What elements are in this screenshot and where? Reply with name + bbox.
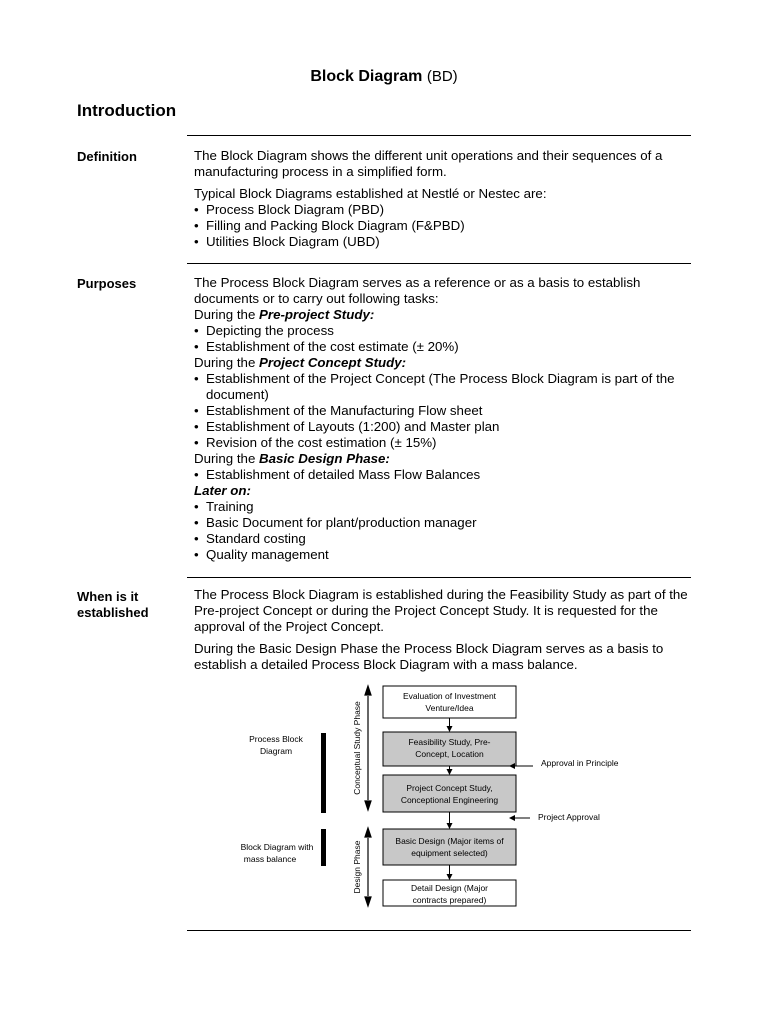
when-text-2: During the Basic Design Phase the Process Block Diagram serves as a basis to establish a detailed Process Block Diagram with a mass balance.: [194, 641, 664, 672]
list-item: • Establishment of detailed Mass Flow Balances: [194, 467, 694, 483]
left-label: Diagram: [259, 746, 293, 756]
left-label: Process Block: [249, 734, 303, 744]
list-item: • Quality management: [194, 547, 694, 563]
phase-label-conceptual: Conceptual Study Phase: [352, 701, 362, 795]
box-evaluation: [383, 686, 516, 718]
diagram-label: Detail Design (Major: [411, 883, 488, 893]
diagram-label: Evaluation of Investment: [402, 691, 497, 701]
title-main: Block Diagram: [310, 68, 423, 85]
left-label: Block Diagram with: [240, 842, 314, 852]
box-detail-design: [383, 880, 516, 906]
bar-mass-balance: [321, 829, 326, 866]
phase-arrows: [365, 686, 371, 906]
during-text: During the: [194, 355, 260, 370]
when-text: The Process Block Diagram is established during the Feasibility Study as part of the Pre-project Concept or during the Project Concept Study. It is requested for the approval of the Project Concept.: [194, 587, 688, 634]
diagram-label: Venture/Idea: [425, 703, 474, 713]
list-item: • Establishment of the cost estimate (± 20%): [194, 339, 694, 355]
diagram-label: contracts prepared): [412, 895, 487, 905]
diagram-label: Conceptional Engineering: [400, 795, 499, 805]
list-item: • Establishment of the Project Concept (The Process Block Diagram is part of the document): [194, 371, 694, 403]
section-heading: Introduction: [77, 101, 177, 120]
box-basic-design: [383, 829, 516, 865]
definition-label: Definition: [77, 149, 137, 164]
during-text: During the: [194, 451, 260, 466]
list-item: • Standard costing: [194, 531, 694, 547]
box-project-concept: [383, 775, 516, 812]
when-label-line: When is it: [77, 589, 139, 604]
list-item: • Process Block Diagram (PBD): [194, 202, 694, 218]
group-title: Pre-project Study:: [259, 307, 375, 322]
list-item: • Basic Document for plant/production manager: [194, 515, 694, 531]
group-title: Basic Design Phase:: [259, 451, 390, 466]
list-item: • Filling and Packing Block Diagram (F&PBD): [194, 218, 694, 234]
box-feasibility: [383, 732, 516, 766]
left-label: mass balance: [243, 854, 297, 864]
list-item: • Establishment of Layouts (1:200) and Master plan: [194, 419, 694, 435]
diagram-label: equipment selected): [411, 848, 488, 858]
list-item: • Establishment of the Manufacturing Flow sheet: [194, 403, 694, 419]
when-label-line: established: [77, 605, 149, 620]
list-item: • Training: [194, 499, 694, 515]
divider: [187, 930, 691, 931]
diagram-label: Concept, Location: [415, 749, 484, 759]
group-title: Later on:: [194, 483, 251, 498]
title-sub: (BD): [426, 68, 458, 85]
diagram-label: Feasibility Study, Pre-: [408, 737, 491, 747]
diagram-label: Project Concept Study,: [406, 783, 493, 793]
during-text: During the: [194, 307, 260, 322]
project-approval-label: Project Approval: [538, 812, 600, 822]
purposes-label: Purposes: [77, 276, 137, 291]
phase-label-design: Design Phase: [352, 840, 362, 894]
list-item: • Revision of the cost estimation (± 15%): [194, 435, 694, 451]
diagram-label: Basic Design (Major items of: [395, 836, 504, 846]
purposes-intro: The Process Block Diagram serves as a reference or as a basis to establish documents or to carry out following tasks:: [194, 275, 641, 306]
approval-in-principle-label: Approval in Principle: [541, 758, 619, 768]
list-item: • Depicting the process: [194, 323, 694, 339]
group-title: Project Concept Study:: [259, 355, 407, 370]
list-item: • Utilities Block Diagram (UBD): [194, 234, 694, 250]
bar-process-block: [321, 733, 326, 813]
definition-text: The Block Diagram shows the different unit operations and their sequences of a manufacturing process in a simplified form.: [194, 148, 663, 179]
definition-text-2: Typical Block Diagrams established at Nestlé or Nestec are:: [194, 186, 547, 201]
